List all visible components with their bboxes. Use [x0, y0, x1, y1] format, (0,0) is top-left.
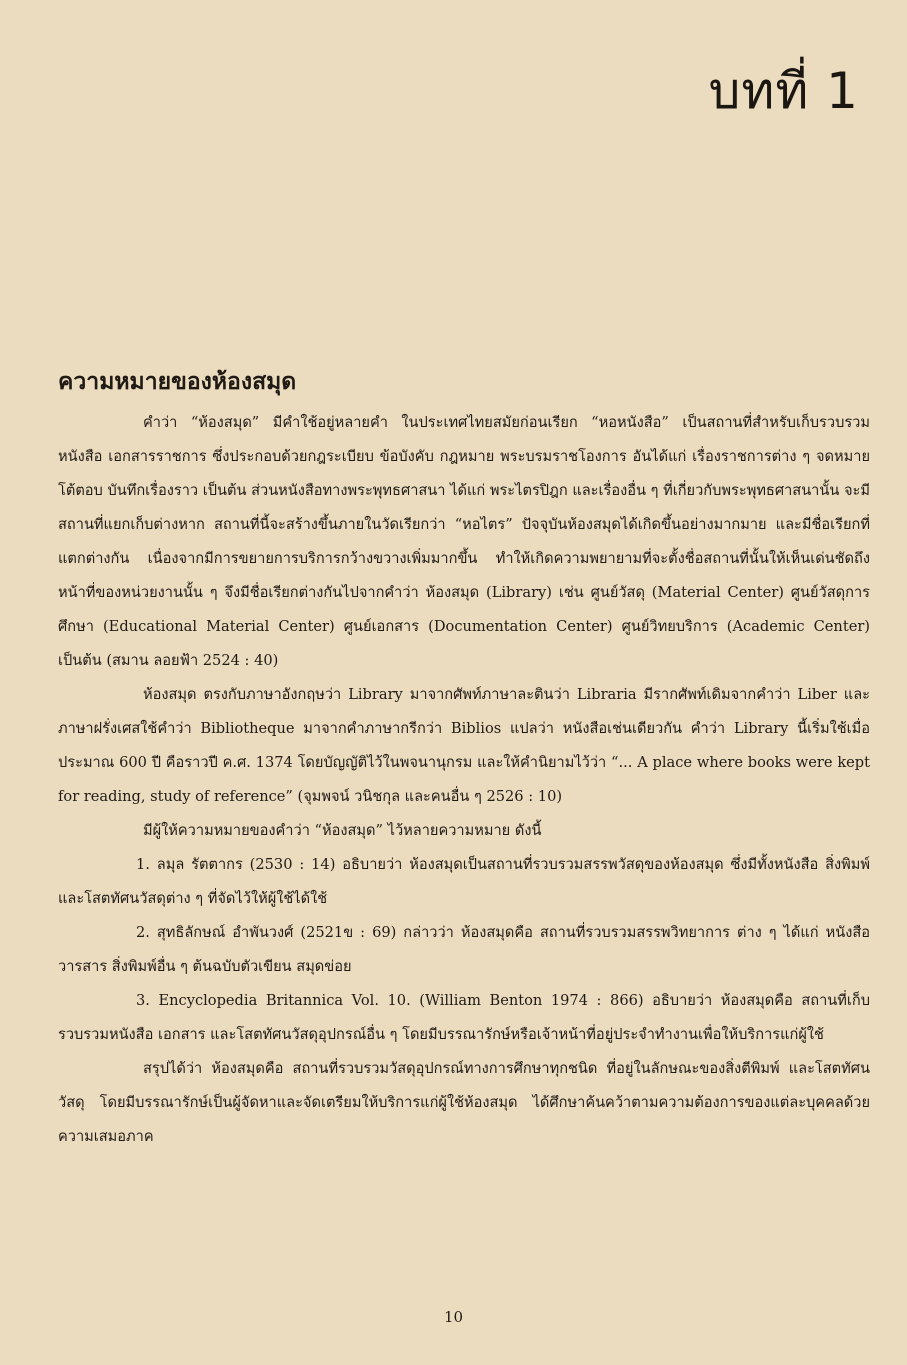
chapter-heading: บทที่ 1: [708, 62, 859, 120]
page-number: 10: [443, 1308, 464, 1326]
paragraph: ห้องสมุด ตรงกับภาษาอังกฤษว่า Library มาจากศัพท์ภาษาละตินว่า Libraria มีรากศัพท์เดิมจากคำว่า Liber และภาษาฝรั่งเศสใช้คำว่า Bibliotheque มาจากคำภาษากรีกว่า Biblios แปลว่า หนังสือเช่นเดียวกัน คำว่า Library นี้เริ่มใช้เมื่อประมาณ 600 ปี คือราวปี ค.ศ. 1374 โดยบัญญัติไว้ในพจนานุกรม และให้คำนิยามไว้ว่า “... A place where books were kept for reading, study of reference” (จุมพจน์ วนิชกุล และคนอื่น ๆ 2526 : 10): [58, 686, 870, 805]
paragraph: มีผู้ให้ความหมายของคำว่า “ห้องสมุด” ไว้หลายความหมาย ดังนี้: [143, 822, 542, 839]
paragraph: คำว่า “ห้องสมุด” มีคำใช้อยู่หลายคำ ในประเทศไทยสมัยก่อนเรียก “หอหนังสือ” เป็นสถานที่สำหรับเก็บรวบรวมหนังสือ เอกสารราชการ ซึ่งประกอบด้วยกฎระเบียบ ข้อบังคับ กฎหมาย พระบรมราชโองการ อันได้แก่ เรื่องราชการต่าง ๆ จดหมายโต้ตอบ บันทึกเรื่องราว เป็นต้น ส่วนหนังสือทางพระพุทธศาสนา ได้แก่ พระไตรปิฎก และเรื่องอื่น ๆ ที่เกี่ยวกับพระพุทธศาสนานั้น จะมีสถานที่แยกเก็บต่างหาก สถานที่นี้จะสร้างขึ้นภายในวัดเรียกว่า “หอไตร” ปัจจุบันห้องสมุดได้เกิดขึ้นอย่างมากมาย และมีชื่อเรียกที่แตกต่างกัน เนื่องจากมีการขยายการบริการกว้างขวางเพิ่มมากขึ้น ทำให้เกิดความพยายามที่จะตั้งชื่อสถานที่นั้นให้เห็นเด่นชัดถึงหน้าที่ของหน่วยงานนั้น ๆ จึงมีชื่อเรียกต่างกันไปจากคำว่า ห้องสมุด (Library) เช่น ศูนย์วัสดุ (Material Center) ศูนย์วัสดุการศึกษา (Educational Material Center) ศูนย์เอกสาร (Documentation Center) ศูนย์วิทยบริการ (Academic Center) เป็นต้น (สมาน ลอยฟ้า 2524 : 40): [58, 414, 870, 669]
list-item: 1. ลมุล รัตตากร (2530 : 14) อธิบายว่า ห้องสมุดเป็นสถานที่รวบรวมสรรพวัสดุของห้องสมุด ซึ่งมีทั้งหนังสือ สิ่งพิมพ์ และโสตทัศนวัสดุต่าง ๆ ที่จัดไว้ให้ผู้ใช้ได้ใช้: [58, 856, 870, 907]
list-item: 2. สุทธิลักษณ์ อำพันวงศ์ (2521ข : 69) กล่าวว่า ห้องสมุดคือ สถานที่รวบรวมสรรพวิทยาการ ต่าง ๆ ได้แก่ หนังสือ วารสาร สิ่งพิมพ์อื่น ๆ ต้นฉบับตัวเขียน สมุดข่อย: [58, 924, 870, 975]
body-text: [58, 406, 870, 1154]
list-item: 3. Encyclopedia Britannica Vol. 10. (William Benton 1974 : 866) อธิบายว่า ห้องสมุดคือ สถานที่เก็บรวบรวมหนังสือ เอกสาร และโสตทัศนวัสดุอุปกรณ์อื่น ๆ โดยมีบรรณารักษ์หรือเจ้าหน้าที่อยู่ประจำทำงานเพื่อให้บริการแก่ผู้ใช้: [58, 992, 870, 1043]
section-title: ความหมายของห้องสมุด: [58, 369, 297, 395]
summary-paragraph: สรุปได้ว่า ห้องสมุดคือ สถานที่รวบรวมวัสดุอุปกรณ์ทางการศึกษาทุกชนิด ที่อยู่ในลักษณะของสิ่งตีพิมพ์ และโสตทัศนวัสดุ โดยมีบรรณารักษ์เป็นผู้จัดหาและจัดเตรียมให้บริการแก่ผู้ใช้ห้องสมุด ได้ศึกษาค้นคว้าตามความต้องการของแต่ละบุคคลด้วยความเสมอภาค: [58, 1060, 870, 1145]
